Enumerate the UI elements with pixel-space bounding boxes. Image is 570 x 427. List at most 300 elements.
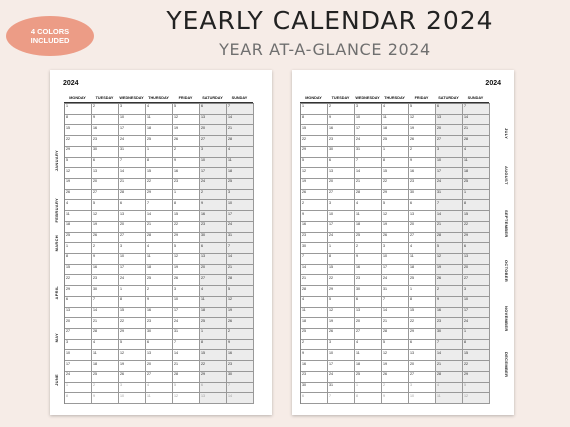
day-cell: 5 (463, 383, 490, 394)
day-cell: 1 (301, 104, 328, 115)
day-cell: 28 (92, 329, 119, 340)
day-cell: 14 (227, 115, 254, 126)
day-cell: 14 (92, 308, 119, 319)
day-cell: 24 (355, 136, 382, 147)
day-cell: 4 (301, 297, 328, 308)
day-cell: 28 (436, 372, 463, 383)
day-cell: 15 (409, 308, 436, 319)
day-cell: 25 (301, 329, 328, 340)
day-cell: 14 (227, 254, 254, 265)
weekday-sunday: SUNDAY (467, 96, 484, 100)
day-cell: 30 (92, 147, 119, 158)
year-label: 2024 (485, 80, 501, 87)
day-cell: 28 (119, 190, 146, 201)
day-cell: 22 (65, 275, 92, 286)
day-cell: 10 (463, 297, 490, 308)
day-cell: 25 (227, 179, 254, 190)
day-cell: 8 (65, 115, 92, 126)
day-cell: 17 (200, 168, 227, 179)
day-cell: 3 (436, 147, 463, 158)
day-cell: 6 (409, 200, 436, 211)
day-cell: 28 (463, 136, 490, 147)
day-cell: 29 (328, 286, 355, 297)
weekday-saturday: SATURDAY (202, 96, 223, 100)
day-cell: 2 (301, 200, 328, 211)
day-cell: 24 (119, 275, 146, 286)
day-cell: 26 (409, 136, 436, 147)
month-label-december: DECEMBER (504, 352, 509, 378)
day-cell: 28 (227, 275, 254, 286)
badge-line-1: 4 COLORS (30, 26, 70, 36)
day-cell: 5 (119, 340, 146, 351)
day-cell: 8 (409, 297, 436, 308)
day-cell: 17 (227, 211, 254, 222)
day-cell: 22 (382, 179, 409, 190)
day-cell: 19 (409, 125, 436, 136)
day-cell: 2 (146, 286, 173, 297)
day-cell: 3 (173, 286, 200, 297)
day-cell: 15 (463, 350, 490, 361)
day-cell: 23 (355, 275, 382, 286)
day-cell: 13 (436, 115, 463, 126)
day-cell: 23 (409, 179, 436, 190)
day-cell: 26 (65, 190, 92, 201)
weekday-friday: FRIDAY (414, 96, 429, 100)
month-label-october: OCTOBER (504, 260, 509, 283)
day-cell: 4 (146, 383, 173, 394)
day-cell: 27 (355, 329, 382, 340)
day-cell: 12 (173, 115, 200, 126)
day-cell: 20 (409, 361, 436, 372)
day-cell: 14 (227, 393, 254, 404)
day-cell: 18 (355, 361, 382, 372)
weekday-header (300, 94, 489, 103)
day-cell: 21 (463, 125, 490, 136)
day-cell: 2 (92, 383, 119, 394)
day-cell: 30 (146, 329, 173, 340)
month-label-september: SEPTEMBER (504, 210, 509, 238)
day-cell: 11 (200, 297, 227, 308)
day-cell: 28 (146, 233, 173, 244)
day-cell: 17 (119, 265, 146, 276)
day-cell: 7 (382, 297, 409, 308)
day-cell: 5 (173, 383, 200, 394)
day-cell: 16 (173, 168, 200, 179)
day-cell: 18 (301, 318, 328, 329)
day-cell: 5 (328, 297, 355, 308)
month-label-july: JULY (504, 128, 509, 140)
day-cell: 7 (227, 383, 254, 394)
day-cell: 6 (200, 243, 227, 254)
day-cell: 30 (92, 286, 119, 297)
day-cell: 13 (200, 115, 227, 126)
day-cell: 10 (227, 200, 254, 211)
day-cell: 9 (200, 200, 227, 211)
day-cell: 13 (409, 350, 436, 361)
day-cell: 25 (355, 372, 382, 383)
day-cell: 14 (463, 115, 490, 126)
day-cell: 5 (173, 104, 200, 115)
day-cell: 16 (227, 350, 254, 361)
day-cell: 9 (173, 158, 200, 169)
day-cell: 14 (436, 350, 463, 361)
day-cell: 28 (173, 372, 200, 383)
day-cell: 9 (227, 340, 254, 351)
day-cell: 10 (119, 393, 146, 404)
day-cell: 6 (200, 383, 227, 394)
day-cell: 24 (436, 179, 463, 190)
weekday-thursday: THURSDAY (384, 96, 405, 100)
day-cell: 29 (463, 372, 490, 383)
day-cell: 17 (328, 361, 355, 372)
day-cell: 8 (301, 115, 328, 126)
day-cell: 5 (92, 200, 119, 211)
day-cell: 8 (328, 254, 355, 265)
day-cell: 15 (146, 168, 173, 179)
day-cell: 8 (173, 200, 200, 211)
day-cell: 15 (301, 125, 328, 136)
day-grid (300, 103, 490, 404)
day-cell: 2 (92, 243, 119, 254)
day-cell: 6 (328, 158, 355, 169)
day-cell: 26 (173, 275, 200, 286)
day-cell: 22 (328, 275, 355, 286)
day-cell: 16 (92, 265, 119, 276)
day-cell: 10 (173, 297, 200, 308)
day-cell: 26 (382, 372, 409, 383)
day-cell: 22 (173, 222, 200, 233)
day-cell: 12 (382, 350, 409, 361)
day-cell: 1 (65, 383, 92, 394)
day-cell: 26 (119, 372, 146, 383)
day-cell: 19 (173, 125, 200, 136)
day-cell: 1 (463, 190, 490, 201)
day-cell: 6 (92, 158, 119, 169)
day-cell: 27 (409, 233, 436, 244)
day-cell: 14 (436, 211, 463, 222)
day-cell: 1 (65, 104, 92, 115)
day-cell: 23 (301, 372, 328, 383)
weekday-monday: MONDAY (69, 96, 86, 100)
calendar-page-jan-jun (50, 70, 272, 415)
day-cell: 16 (92, 125, 119, 136)
day-cell: 15 (65, 125, 92, 136)
colors-included-badge (6, 16, 94, 56)
day-cell: 18 (355, 222, 382, 233)
day-cell: 11 (92, 350, 119, 361)
day-cell: 9 (92, 254, 119, 265)
day-cell: 21 (92, 318, 119, 329)
month-label-january: JANUARY (54, 150, 59, 172)
day-cell: 21 (436, 222, 463, 233)
day-cell: 12 (382, 211, 409, 222)
day-cell: 11 (146, 393, 173, 404)
day-cell: 24 (173, 318, 200, 329)
day-cell: 2 (301, 340, 328, 351)
day-cell: 25 (463, 179, 490, 190)
day-cell: 4 (65, 200, 92, 211)
day-cell: 9 (301, 211, 328, 222)
day-cell: 29 (200, 372, 227, 383)
day-cell: 13 (65, 308, 92, 319)
day-cell: 25 (146, 275, 173, 286)
day-cell: 19 (92, 222, 119, 233)
day-cell: 13 (146, 350, 173, 361)
page-subtitle: YEAR AT-A-GLANCE 2024 (219, 40, 431, 59)
day-cell: 23 (436, 318, 463, 329)
day-cell: 29 (119, 329, 146, 340)
day-cell: 6 (200, 104, 227, 115)
day-cell: 12 (92, 211, 119, 222)
day-cell: 1 (173, 190, 200, 201)
day-cell: 26 (301, 190, 328, 201)
day-cell: 9 (146, 297, 173, 308)
weekday-thursday: THURSDAY (148, 96, 169, 100)
day-cell: 27 (436, 136, 463, 147)
day-cell: 31 (227, 233, 254, 244)
day-cell: 22 (463, 361, 490, 372)
day-cell: 21 (119, 179, 146, 190)
day-cell: 16 (355, 265, 382, 276)
day-cell: 5 (382, 340, 409, 351)
day-cell: 1 (146, 147, 173, 158)
day-cell: 31 (436, 190, 463, 201)
day-cell: 24 (463, 318, 490, 329)
day-cell: 8 (382, 158, 409, 169)
day-cell: 12 (463, 393, 490, 404)
day-cell: 21 (146, 222, 173, 233)
day-cell: 12 (173, 254, 200, 265)
day-cell: 29 (65, 286, 92, 297)
day-cell: 18 (92, 361, 119, 372)
day-cell: 26 (173, 136, 200, 147)
day-cell: 4 (382, 104, 409, 115)
day-cell: 20 (436, 125, 463, 136)
day-cell: 13 (200, 393, 227, 404)
day-cell: 17 (463, 308, 490, 319)
day-cell: 21 (355, 179, 382, 190)
day-grid (64, 103, 254, 404)
day-cell: 31 (328, 383, 355, 394)
day-cell: 22 (146, 179, 173, 190)
day-cell: 13 (328, 168, 355, 179)
day-cell: 3 (328, 340, 355, 351)
day-cell: 29 (173, 233, 200, 244)
day-cell: 30 (301, 383, 328, 394)
month-label-february: FEBRUARY (54, 198, 59, 223)
day-cell: 30 (409, 190, 436, 201)
day-cell: 6 (119, 200, 146, 211)
day-cell: 17 (173, 308, 200, 319)
day-cell: 16 (146, 308, 173, 319)
day-cell: 26 (328, 329, 355, 340)
day-cell: 19 (65, 179, 92, 190)
day-cell: 5 (382, 200, 409, 211)
day-cell: 30 (436, 329, 463, 340)
day-cell: 26 (92, 233, 119, 244)
day-cell: 2 (355, 243, 382, 254)
day-cell: 1 (200, 329, 227, 340)
day-cell: 18 (200, 308, 227, 319)
day-cell: 1 (328, 243, 355, 254)
day-cell: 20 (200, 125, 227, 136)
day-cell: 21 (301, 275, 328, 286)
day-cell: 5 (301, 158, 328, 169)
day-cell: 7 (146, 200, 173, 211)
day-cell: 21 (436, 361, 463, 372)
day-cell: 15 (463, 211, 490, 222)
day-cell: 5 (173, 243, 200, 254)
day-cell: 7 (227, 104, 254, 115)
day-cell: 28 (355, 190, 382, 201)
month-label-march: MARCH (54, 235, 59, 252)
day-cell: 9 (328, 115, 355, 126)
day-cell: 12 (436, 254, 463, 265)
day-cell: 11 (65, 211, 92, 222)
day-cell: 10 (119, 115, 146, 126)
day-cell: 31 (173, 329, 200, 340)
day-cell: 29 (382, 190, 409, 201)
day-cell: 24 (328, 233, 355, 244)
day-cell: 12 (328, 308, 355, 319)
day-cell: 11 (436, 393, 463, 404)
weekday-tuesday: TUESDAY (95, 96, 114, 100)
day-cell: 5 (227, 286, 254, 297)
day-cell: 30 (328, 147, 355, 158)
day-cell: 29 (146, 190, 173, 201)
day-cell: 30 (355, 286, 382, 297)
day-cell: 25 (146, 136, 173, 147)
day-cell: 11 (146, 115, 173, 126)
day-cell: 20 (119, 222, 146, 233)
day-cell: 22 (65, 136, 92, 147)
day-cell: 23 (227, 361, 254, 372)
day-cell: 20 (146, 361, 173, 372)
day-cell: 8 (65, 254, 92, 265)
day-cell: 29 (65, 147, 92, 158)
day-cell: 27 (146, 372, 173, 383)
day-cell: 8 (119, 297, 146, 308)
day-cell: 19 (328, 318, 355, 329)
day-cell: 15 (119, 308, 146, 319)
day-cell: 11 (382, 115, 409, 126)
day-cell: 7 (328, 393, 355, 404)
day-cell: 4 (463, 147, 490, 158)
day-cell: 14 (382, 308, 409, 319)
day-cell: 22 (463, 222, 490, 233)
day-cell: 17 (382, 265, 409, 276)
calendar-page-jul-dec (292, 70, 514, 415)
day-cell: 20 (65, 318, 92, 329)
day-cell: 4 (436, 383, 463, 394)
day-cell: 3 (65, 340, 92, 351)
weekday-tuesday: TUESDAY (331, 96, 350, 100)
day-cell: 11 (409, 254, 436, 265)
month-label-june: JUNE (54, 374, 59, 386)
day-cell: 10 (436, 158, 463, 169)
day-cell: 16 (436, 308, 463, 319)
day-cell: 5 (436, 243, 463, 254)
day-cell: 28 (227, 136, 254, 147)
day-cell: 17 (119, 125, 146, 136)
day-cell: 27 (200, 136, 227, 147)
day-cell: 6 (65, 297, 92, 308)
day-cell: 8 (200, 340, 227, 351)
day-cell: 27 (119, 233, 146, 244)
day-cell: 7 (463, 104, 490, 115)
day-cell: 10 (409, 393, 436, 404)
day-cell: 24 (119, 136, 146, 147)
day-cell: 3 (355, 104, 382, 115)
day-cell: 18 (409, 265, 436, 276)
day-cell: 21 (227, 125, 254, 136)
day-cell: 11 (355, 350, 382, 361)
day-cell: 6 (301, 393, 328, 404)
day-cell: 18 (65, 222, 92, 233)
day-cell: 31 (119, 147, 146, 158)
day-cell: 13 (119, 211, 146, 222)
day-cell: 2 (92, 104, 119, 115)
day-cell: 2 (409, 147, 436, 158)
day-cell: 10 (119, 254, 146, 265)
day-cell: 3 (328, 200, 355, 211)
day-cell: 18 (146, 265, 173, 276)
day-cell: 20 (355, 318, 382, 329)
day-cell: 13 (409, 211, 436, 222)
day-cell: 23 (173, 179, 200, 190)
day-cell: 21 (382, 318, 409, 329)
day-cell: 29 (409, 329, 436, 340)
day-cell: 25 (382, 136, 409, 147)
day-cell: 3 (200, 147, 227, 158)
day-cell: 8 (65, 393, 92, 404)
day-cell: 23 (92, 136, 119, 147)
day-cell: 20 (409, 222, 436, 233)
day-cell: 2 (382, 383, 409, 394)
day-cell: 8 (463, 200, 490, 211)
day-cell: 1 (65, 243, 92, 254)
day-cell: 4 (92, 340, 119, 351)
day-cell: 6 (409, 340, 436, 351)
day-cell: 20 (200, 265, 227, 276)
day-cell: 6 (436, 104, 463, 115)
day-cell: 11 (227, 158, 254, 169)
day-cell: 30 (227, 372, 254, 383)
day-cell: 25 (92, 372, 119, 383)
day-cell: 4 (146, 243, 173, 254)
day-cell: 14 (301, 265, 328, 276)
day-cell: 23 (328, 136, 355, 147)
day-cell: 1 (463, 329, 490, 340)
day-cell: 11 (355, 211, 382, 222)
day-cell: 24 (65, 372, 92, 383)
month-label-may: MAY (54, 333, 59, 343)
day-cell: 1 (119, 286, 146, 297)
year-label: 2024 (63, 80, 79, 87)
day-cell: 2 (227, 329, 254, 340)
day-cell: 3 (119, 243, 146, 254)
day-cell: 7 (301, 254, 328, 265)
day-cell: 4 (409, 243, 436, 254)
day-cell: 25 (355, 233, 382, 244)
day-cell: 23 (146, 318, 173, 329)
day-cell: 6 (463, 243, 490, 254)
day-cell: 20 (463, 265, 490, 276)
day-cell: 22 (409, 318, 436, 329)
day-cell: 26 (436, 275, 463, 286)
day-cell: 12 (409, 115, 436, 126)
day-cell: 19 (301, 179, 328, 190)
